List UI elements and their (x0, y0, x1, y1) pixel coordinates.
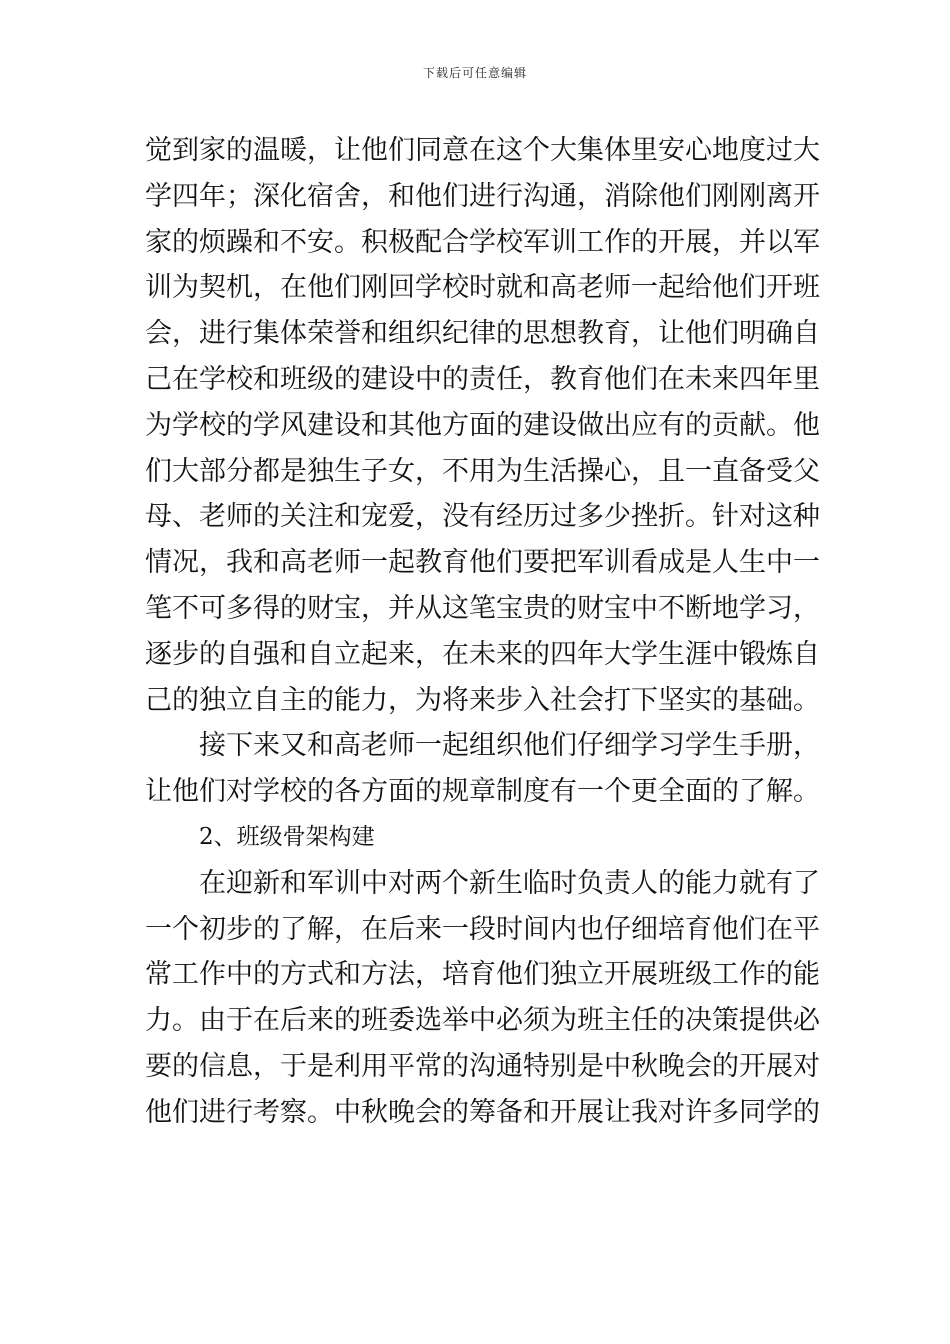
text-line: 要的信息，于是利用平常的沟通特别是中秋晚会的开展对 (145, 1050, 820, 1082)
text-line: 母、老师的关注和宠爱，没有经历过多少挫折。针对这种 (145, 501, 820, 533)
text-line: 一个初步的了解，在后来一段时间内也仔细培育他们在平 (145, 913, 820, 945)
text-line: 常工作中的方式和方法，培育他们独立开展班级工作的能 (145, 959, 820, 991)
text-line: 学四年；深化宿舍，和他们进行沟通，消除他们刚刚离开 (145, 180, 820, 212)
text-line: 笔不可多得的财宝，并从这笔宝贵的财宝中不断地学习， (145, 592, 820, 624)
text-line: 己在学校和班级的建设中的责任，教育他们在未来四年里 (145, 363, 820, 395)
text-line: 让他们对学校的各方面的规章制度有一个更全面的了解。 (145, 776, 820, 808)
text-line: 为学校的学风建设和其他方面的建设做出应有的贡献。他 (145, 409, 820, 441)
text-line: 己的独立自主的能力，为将来步入社会打下坚实的基础。 (145, 684, 820, 716)
paragraph-start-line: 接下来又和高老师一起组织他们仔细学习学生手册， (199, 730, 820, 762)
text-line: 会，进行集体荣誉和组织纪律的思想教育，让他们明确自 (145, 318, 820, 350)
paragraph-start-line: 在迎新和军训中对两个新生临时负责人的能力就有了 (199, 867, 820, 899)
text-line: 家的烦躁和不安。积极配合学校军训工作的开展，并以军 (145, 226, 820, 258)
text-line: 训为契机，在他们刚回学校时就和高老师一起给他们开班 (145, 272, 820, 304)
text-line: 们大部分都是独生子女，不用为生活操心，且一直备受父 (145, 455, 820, 487)
text-line: 逐步的自强和自立起来，在未来的四年大学生涯中锻炼自 (145, 638, 820, 670)
page-header: 下载后可任意编辑 (422, 66, 527, 80)
document-body (145, 128, 820, 1136)
text-line: 他们进行考察。中秋晚会的筹备和开展让我对许多同学的 (145, 1096, 820, 1128)
text-line: 情况，我和高老师一起教育他们要把军训看成是人生中一 (145, 547, 820, 579)
text-line: 觉到家的温暖，让他们同意在这个大集体里安心地度过大 (145, 135, 820, 166)
text-line: 力。由于在后来的班委选举中必须为班主任的决策提供必 (145, 1005, 820, 1037)
section-heading: 2、班级骨架构建 (199, 823, 375, 850)
